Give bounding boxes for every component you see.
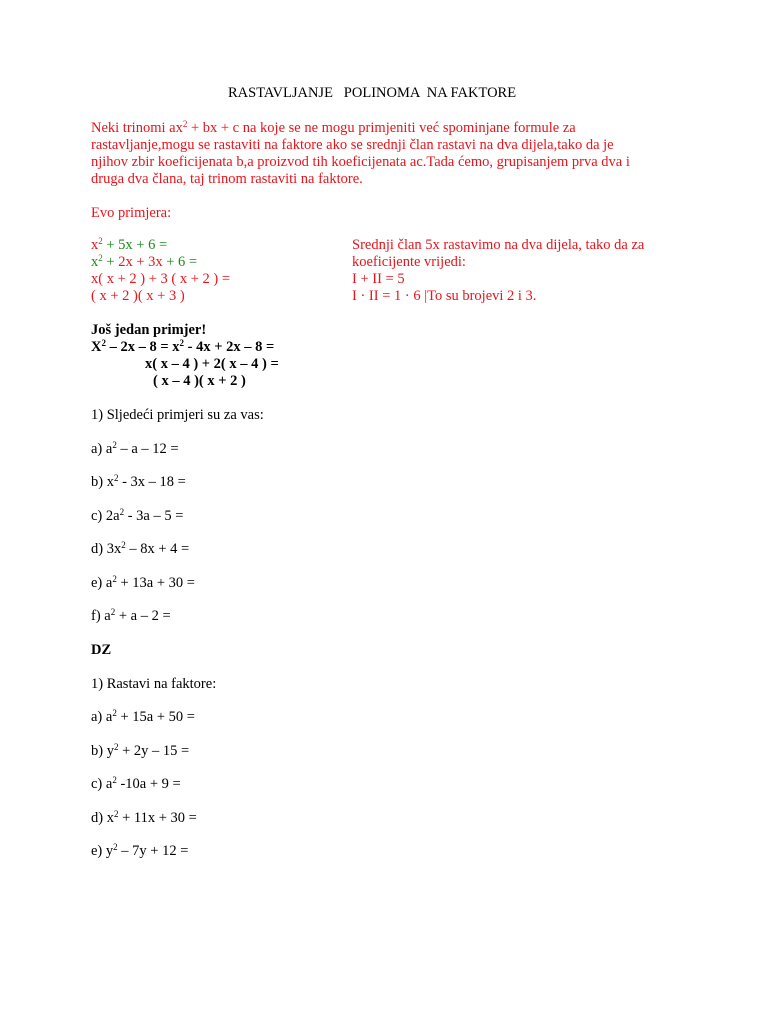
exercise-e-pre: e) a (91, 575, 113, 591)
exercise-c-exponent: 2 (119, 507, 125, 517)
intro-line-1 (91, 120, 576, 137)
note-line-3: I + II = 5 (352, 271, 405, 287)
intro-line-4: druga dva člana, taj trinom rastaviti na faktore. (91, 171, 363, 187)
homework-c-exponent: 2 (112, 775, 117, 785)
example2-line-1-b: – 2x – 8 = x (105, 339, 180, 355)
exercise-e-exponent: 2 (112, 574, 117, 584)
exercise-item-f (91, 608, 171, 625)
exercise-a-pre: a) a (91, 441, 113, 457)
example2-line-1-a: X (91, 339, 102, 355)
example2-line-1-c: - 4x + 2x – 8 = (184, 339, 275, 355)
homework-item-d (91, 810, 197, 827)
exercise-item-d (91, 541, 189, 558)
homework-d-post: + 11x + 30 = (118, 810, 197, 826)
homework-c-pre: c) a (91, 776, 113, 792)
example-row-4: ( x + 2 )( x + 3 ) (91, 288, 185, 304)
example-row-3: x( x + 2 ) + 3 ( x + 2 ) = (91, 271, 231, 287)
example2-label: Još jedan primjer! (91, 322, 207, 338)
homework-label: DZ (91, 642, 112, 658)
example-row-1-exponent: 2 (98, 236, 103, 246)
exercise-e-post: + 13a + 30 = (116, 575, 195, 591)
homework-item-a (91, 709, 195, 726)
homework-e-post: – 7y + 12 = (117, 843, 189, 859)
homework-a-exponent: 2 (112, 708, 117, 718)
example2-line-1 (91, 339, 274, 356)
note-line-4: I · II = 1 · 6 |To su brojevi 2 i 3. (352, 288, 537, 304)
note-line-1: Srednji član 5x rastavimo na dva dijela, tako da za (352, 237, 645, 253)
exercise-d-post: – 8x + 4 = (125, 541, 190, 557)
exercises-heading: 1) Sljedeći primjeri su za vas: (91, 407, 264, 423)
example-row-2 (91, 254, 197, 271)
example-row-1 (91, 237, 167, 254)
exercise-item-e (91, 575, 195, 592)
example-label: Evo primjera: (91, 205, 172, 221)
example-row-1-rest: + 5x + 6 = (102, 237, 168, 253)
exercise-b-pre: b) x (91, 474, 114, 490)
intro-line-3: njihov zbir koeficijenata b,a proizvod tih koeficijenata ac.Tada ćemo, grupisanjem prva dva i (91, 154, 630, 170)
homework-b-exponent: 2 (113, 742, 119, 752)
example2-exponent-2: 2 (179, 338, 184, 348)
exercise-b-exponent: 2 (113, 473, 119, 483)
homework-d-exponent: 2 (113, 809, 119, 819)
exercise-item-a (91, 441, 179, 458)
exercise-d-pre: d) 3x (91, 541, 122, 557)
example-row-2-b: + (102, 254, 119, 270)
exercise-a-exponent: 2 (112, 440, 117, 450)
example-row-1-x: x (91, 237, 99, 253)
intro-line-2: rastavljanje,mogu se rastaviti na faktore ako se srednji član rastavi na dva dijela,tako da je (91, 137, 614, 153)
intro-line-1-a: Neki trinomi ax (91, 120, 183, 136)
intro-line-1-b: + bx + c na koje se ne mogu primjeniti već spominjane formule za (187, 120, 576, 136)
example-row-2-exponent: 2 (98, 253, 103, 263)
example2-exponent-1: 2 (101, 338, 106, 348)
exercise-c-pre: c) 2a (91, 508, 120, 524)
intro-exponent: 2 (182, 119, 188, 129)
homework-b-pre: b) y (91, 743, 114, 759)
exercise-f-pre: f) a (91, 608, 111, 624)
homework-item-c (91, 776, 181, 793)
homework-item-b (91, 743, 189, 760)
example-row-2-d: + 6 = (162, 254, 198, 270)
homework-item-e (91, 843, 188, 860)
exercise-a-post: – a – 12 = (116, 441, 179, 457)
homework-e-pre: e) y (91, 843, 114, 859)
exercise-c-post: - 3a – 5 = (124, 508, 184, 524)
exercise-f-exponent: 2 (110, 607, 116, 617)
page-title: RASTAVLJANJE POLINOMA NA FAKTORE (228, 85, 517, 101)
exercise-b-post: - 3x – 18 = (118, 474, 186, 490)
exercise-item-b (91, 474, 186, 491)
exercise-d-exponent: 2 (121, 540, 126, 550)
exercise-f-post: + a – 2 = (115, 608, 171, 624)
homework-c-post: -10a + 9 = (116, 776, 181, 792)
example2-line-3: ( x – 4 )( x + 2 ) (153, 373, 246, 389)
homework-a-pre: a) a (91, 709, 113, 725)
homework-heading: 1) Rastavi na faktore: (91, 676, 217, 692)
homework-a-post: + 15a + 50 = (116, 709, 195, 725)
homework-b-post: + 2y – 15 = (118, 743, 190, 759)
homework-d-pre: d) x (91, 810, 114, 826)
example2-line-2: x( x – 4 ) + 2( x – 4 ) = (145, 356, 279, 372)
example-row-2-a: x (91, 254, 99, 270)
note-line-2: koeficijente vrijedi: (352, 254, 466, 270)
exercise-item-c (91, 508, 183, 525)
example-row-2-middle: 2x + 3x (118, 254, 163, 270)
homework-e-exponent: 2 (113, 842, 118, 852)
